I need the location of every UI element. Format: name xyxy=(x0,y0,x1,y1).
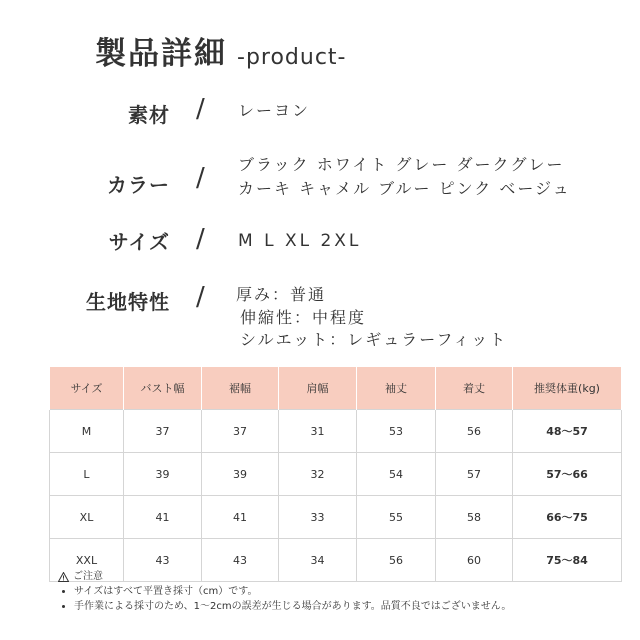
table-cell: 39 xyxy=(202,453,279,496)
table-cell: 58 xyxy=(436,496,513,539)
table-row xyxy=(50,496,622,539)
table-cell: 60 xyxy=(436,539,513,582)
spec-value-size: M L XL 2XL xyxy=(238,231,362,251)
table-cell: 53 xyxy=(357,410,436,453)
table-cell-weight: 75〜84 xyxy=(513,539,622,582)
table-cell: 43 xyxy=(202,539,279,582)
table-cell: 33 xyxy=(279,496,357,539)
table-cell: 56 xyxy=(436,410,513,453)
spec-slash: / xyxy=(196,282,205,312)
table-cell: 54 xyxy=(357,453,436,496)
table-cell: 41 xyxy=(202,496,279,539)
notes-heading-text: ご注意 xyxy=(73,571,103,582)
list-item: • 手作業による採寸のため、1〜2cmの誤差が生じる場合があります。品質不良ではございません。 xyxy=(74,599,511,614)
table-header-cell: 袖丈 xyxy=(357,367,436,410)
table-cell: 43 xyxy=(124,539,202,582)
spec-label-fabric: 生地特性 xyxy=(86,290,170,314)
table-cell: XXL xyxy=(50,539,124,582)
spec-value-material: レーヨン xyxy=(238,101,311,120)
notes-heading xyxy=(58,569,511,584)
page-title xyxy=(95,28,347,73)
table-cell: 34 xyxy=(279,539,357,582)
table-cell: XL xyxy=(50,496,124,539)
spec-label-material: 素材 xyxy=(128,103,170,127)
table-cell: M xyxy=(50,410,124,453)
table-header-cell: 肩幅 xyxy=(279,367,357,410)
table-cell: 37 xyxy=(124,410,202,453)
notes-section xyxy=(58,569,511,614)
table-cell: 41 xyxy=(124,496,202,539)
table-header-cell: 裾幅 xyxy=(202,367,279,410)
table-cell: 32 xyxy=(279,453,357,496)
table-row xyxy=(50,453,622,496)
spec-label-color: カラー xyxy=(107,173,170,197)
notes-list xyxy=(58,584,511,614)
table-header-cell: 着丈 xyxy=(436,367,513,410)
table-header-cell: バスト幅 xyxy=(124,367,202,410)
title-subtitle: -product- xyxy=(237,45,347,70)
table-header-cell: サイズ xyxy=(50,367,124,410)
warning-icon xyxy=(58,572,69,582)
table-row xyxy=(50,410,622,453)
table-cell: 39 xyxy=(124,453,202,496)
table-header-row xyxy=(50,367,622,410)
title-text: 製品詳細 xyxy=(95,36,227,72)
table-cell-weight: 66〜75 xyxy=(513,496,622,539)
list-item: • サイズはすべて平置き採寸（cm）です。 xyxy=(74,584,511,599)
spec-value-color-line1: ブラック ホワイト グレー ダークグレー xyxy=(238,155,565,174)
table-cell-weight: 57〜66 xyxy=(513,453,622,496)
table-cell: 56 xyxy=(357,539,436,582)
spec-slash: / xyxy=(196,163,205,193)
spec-value-color-line2: カーキ キャメル ブルー ピンク ベージュ xyxy=(238,179,571,198)
table-cell-weight: 48〜57 xyxy=(513,410,622,453)
spec-value-fabric-thickness: 厚み：普通 xyxy=(236,285,327,304)
spec-slash: / xyxy=(196,224,205,254)
table-header-cell: 推奨体重(kg) xyxy=(513,367,622,410)
spec-value-fabric-stretch: 伸縮性：中程度 xyxy=(240,308,367,327)
table-cell: 57 xyxy=(436,453,513,496)
table-cell: 55 xyxy=(357,496,436,539)
spec-label-size: サイズ xyxy=(108,230,170,254)
table-cell: 37 xyxy=(202,410,279,453)
table-cell: 31 xyxy=(279,410,357,453)
spec-slash: / xyxy=(196,94,205,124)
spec-value-fabric-silhouette: シルエット：レギュラーフィット xyxy=(240,330,508,349)
table-cell: L xyxy=(50,453,124,496)
size-table xyxy=(49,367,622,582)
